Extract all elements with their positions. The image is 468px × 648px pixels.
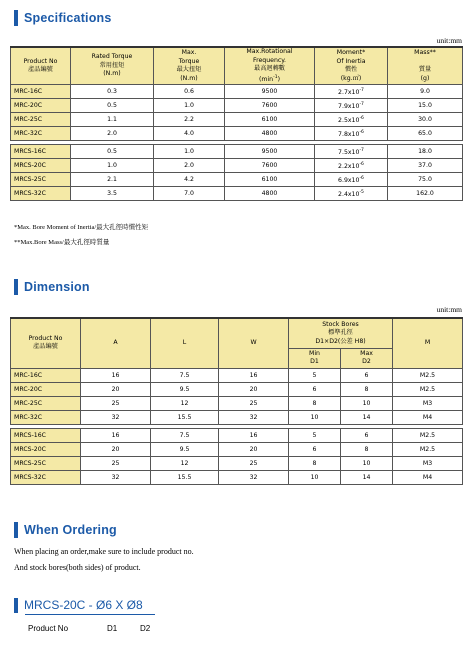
m-cell: M2.5: [393, 442, 463, 456]
spec-unit-label: unit:mm: [436, 36, 462, 45]
d1-cell: 10: [289, 470, 341, 484]
a-cell: 20: [81, 382, 151, 396]
d1-cell: 6: [289, 442, 341, 456]
table-row: [11, 187, 463, 201]
a-cell: 25: [81, 456, 151, 470]
dim-header-stock-bores: Stock Bores 標準孔徑 D1×D2(公差 H8): [289, 318, 393, 348]
a-cell: 20: [81, 442, 151, 456]
l-cell: 12: [151, 456, 219, 470]
max-torque-cell: 1.0: [154, 99, 225, 113]
table-row: [11, 145, 463, 159]
spec-header-rated-torque: Rated Torque 常用扭矩 (N.m): [71, 47, 154, 85]
ordering-line-1: When placing an order,make sure to include product no.: [14, 547, 194, 556]
table-row: [11, 456, 463, 470]
ordering-section-heading: [14, 521, 117, 539]
d1-cell: 6: [289, 382, 341, 396]
d1-cell: 5: [289, 368, 341, 382]
dim-header-a: A: [81, 318, 151, 368]
mass-cell: 18.0: [388, 145, 463, 159]
inertia-cell: $2.5x10^{-6}$: [315, 113, 388, 127]
spec-note-inertia: *Max. Bore Moment of Inertia/最大孔徑時慣性矩: [14, 224, 149, 231]
max-torque-cell: 2.0: [154, 159, 225, 173]
spec-table-body: [11, 85, 463, 201]
max-frequency-cell: 9500: [225, 145, 315, 159]
m-cell: M2.5: [393, 428, 463, 442]
rated-torque-cell: 1.1: [71, 113, 154, 127]
inertia-cell: $7.9x10^{-7}$: [315, 99, 388, 113]
d2-cell: 10: [341, 396, 393, 410]
dim-header-max-d2: Max D2: [341, 348, 393, 368]
a-cell: 16: [81, 428, 151, 442]
product-no-cell: MRCS-20C: [11, 159, 71, 173]
w-cell: 32: [219, 470, 289, 484]
m-cell: M4: [393, 470, 463, 484]
ordering-line-2: And stock bores(both sides) of product.: [14, 563, 141, 572]
d2-cell: 14: [341, 470, 393, 484]
product-no-cell: MRCS-20C: [11, 442, 81, 456]
dim-header-l: L: [151, 318, 219, 368]
spec-note-mass: **Max.Bore Mass/最大孔徑時質量: [14, 239, 110, 246]
w-cell: 25: [219, 396, 289, 410]
dim-title: Dimension: [24, 280, 90, 294]
heading-accent-bar: [14, 522, 18, 538]
product-no-cell: MRC-32C: [11, 127, 71, 141]
table-row: [11, 85, 463, 99]
dim-header-m: M: [393, 318, 463, 368]
table-row: [11, 428, 463, 442]
product-no-cell: MRC-25C: [11, 113, 71, 127]
l-cell: 9.5: [151, 382, 219, 396]
w-cell: 32: [219, 410, 289, 424]
max-frequency-cell: 4800: [225, 187, 315, 201]
table-row: [11, 396, 463, 410]
w-cell: 20: [219, 442, 289, 456]
legend-product-no: Product No: [28, 624, 69, 633]
product-no-cell: MRCS-25C: [11, 173, 71, 187]
d1-cell: 8: [289, 396, 341, 410]
inertia-cell: $2.7x10^{-7}$: [315, 85, 388, 99]
d2-cell: 6: [341, 428, 393, 442]
max-frequency-cell: 7600: [225, 99, 315, 113]
max-torque-cell: 4.2: [154, 173, 225, 187]
l-cell: 15.5: [151, 470, 219, 484]
rated-torque-cell: 3.5: [71, 187, 154, 201]
product-no-cell: MRCS-32C: [11, 187, 71, 201]
l-cell: 15.5: [151, 410, 219, 424]
dim-table-body: [11, 368, 463, 484]
m-cell: M3: [393, 456, 463, 470]
dim-header-w: W: [219, 318, 289, 368]
heading-accent-bar: [14, 598, 18, 613]
max-torque-cell: 4.0: [154, 127, 225, 141]
a-cell: 25: [81, 396, 151, 410]
d2-cell: 10: [341, 456, 393, 470]
rated-torque-cell: 0.3: [71, 85, 154, 99]
d1-cell: 8: [289, 456, 341, 470]
max-frequency-cell: 9500: [225, 85, 315, 99]
dim-section-heading: [14, 278, 90, 296]
spec-header-mass: Mass** 質量 (g): [388, 47, 463, 85]
a-cell: 32: [81, 410, 151, 424]
spec-title: Specifications: [24, 11, 112, 25]
m-cell: M2.5: [393, 382, 463, 396]
w-cell: 16: [219, 428, 289, 442]
spec-header-max-torque: Max. Torque 最大扭矩 (N.m): [154, 47, 225, 85]
dim-unit-label: unit:mm: [436, 305, 462, 314]
w-cell: 25: [219, 456, 289, 470]
ordering-example: [14, 597, 143, 613]
d2-cell: 8: [341, 382, 393, 396]
table-row: [11, 99, 463, 113]
d1-cell: 10: [289, 410, 341, 424]
table-row: [11, 159, 463, 173]
max-frequency-cell: 4800: [225, 127, 315, 141]
dim-table: [10, 317, 463, 485]
max-torque-cell: 2.2: [154, 113, 225, 127]
rated-torque-cell: 2.0: [71, 127, 154, 141]
w-cell: 20: [219, 382, 289, 396]
l-cell: 12: [151, 396, 219, 410]
max-frequency-cell: 7600: [225, 159, 315, 173]
spec-table: [10, 46, 463, 201]
product-no-cell: MRC-20C: [11, 99, 71, 113]
mass-cell: 75.0: [388, 173, 463, 187]
max-frequency-cell: 6100: [225, 173, 315, 187]
rated-torque-cell: 0.5: [71, 99, 154, 113]
spec-section-heading: [14, 9, 112, 27]
product-no-cell: MRCS-25C: [11, 456, 81, 470]
table-row: [11, 173, 463, 187]
mass-cell: 37.0: [388, 159, 463, 173]
max-torque-cell: 0.6: [154, 85, 225, 99]
table-row: [11, 113, 463, 127]
d2-cell: 8: [341, 442, 393, 456]
product-no-cell: MRC-16C: [11, 85, 71, 99]
product-no-cell: MRC-16C: [11, 368, 81, 382]
table-row: [11, 442, 463, 456]
heading-accent-bar: [14, 279, 18, 295]
table-row: [11, 382, 463, 396]
heading-accent-bar: [14, 10, 18, 26]
mass-cell: 65.0: [388, 127, 463, 141]
mass-cell: 9.0: [388, 85, 463, 99]
inertia-cell: $2.2x10^{-6}$: [315, 159, 388, 173]
table-row: [11, 410, 463, 424]
inertia-cell: $7.5x10^{-7}$: [315, 145, 388, 159]
inertia-cell: $2.4x10^{-5}$: [315, 187, 388, 201]
rated-torque-cell: 2.1: [71, 173, 154, 187]
max-torque-cell: 7.0: [154, 187, 225, 201]
spec-header-product: Product No 產品編號: [11, 47, 71, 85]
table-row: [11, 470, 463, 484]
rated-torque-cell: 1.0: [71, 159, 154, 173]
dim-header-min-d1: Min D1: [289, 348, 341, 368]
ordering-example-underline: [25, 614, 155, 615]
inertia-cell: $7.8x10^{-6}$: [315, 127, 388, 141]
table-row: [11, 368, 463, 382]
mass-cell: 30.0: [388, 113, 463, 127]
legend-d2: D2: [140, 624, 151, 633]
l-cell: 9.5: [151, 442, 219, 456]
product-no-cell: MRC-25C: [11, 396, 81, 410]
m-cell: M3: [393, 396, 463, 410]
legend-d1: D1: [107, 624, 118, 633]
spec-header-inertia: Moment* Of Inertia 慣性 (kg.㎡): [315, 47, 388, 85]
table-row: [11, 127, 463, 141]
w-cell: 16: [219, 368, 289, 382]
ordering-example-code: MRCS-20C - Ø6 X Ø8: [24, 598, 143, 612]
d2-cell: 6: [341, 368, 393, 382]
product-no-cell: MRCS-32C: [11, 470, 81, 484]
ordering-title: When Ordering: [24, 523, 117, 537]
a-cell: 32: [81, 470, 151, 484]
product-no-cell: MRC-32C: [11, 410, 81, 424]
inertia-cell: $6.9x10^{-6}$: [315, 173, 388, 187]
l-cell: 7.5: [151, 368, 219, 382]
mass-cell: 15.0: [388, 99, 463, 113]
d2-cell: 14: [341, 410, 393, 424]
rated-torque-cell: 0.5: [71, 145, 154, 159]
d1-cell: 5: [289, 428, 341, 442]
l-cell: 7.5: [151, 428, 219, 442]
dim-header-product: Product No 產品編號: [11, 318, 81, 368]
product-no-cell: MRCS-16C: [11, 428, 81, 442]
a-cell: 16: [81, 368, 151, 382]
spec-header-max-frequency: Max.Rotational Frequency. 最高迴轉數 $(\min^{-1})$: [225, 47, 315, 85]
max-frequency-cell: 6100: [225, 113, 315, 127]
m-cell: M4: [393, 410, 463, 424]
m-cell: M2.5: [393, 368, 463, 382]
product-no-cell: MRCS-16C: [11, 145, 71, 159]
product-no-cell: MRC-20C: [11, 382, 81, 396]
max-torque-cell: 1.0: [154, 145, 225, 159]
mass-cell: 162.0: [388, 187, 463, 201]
